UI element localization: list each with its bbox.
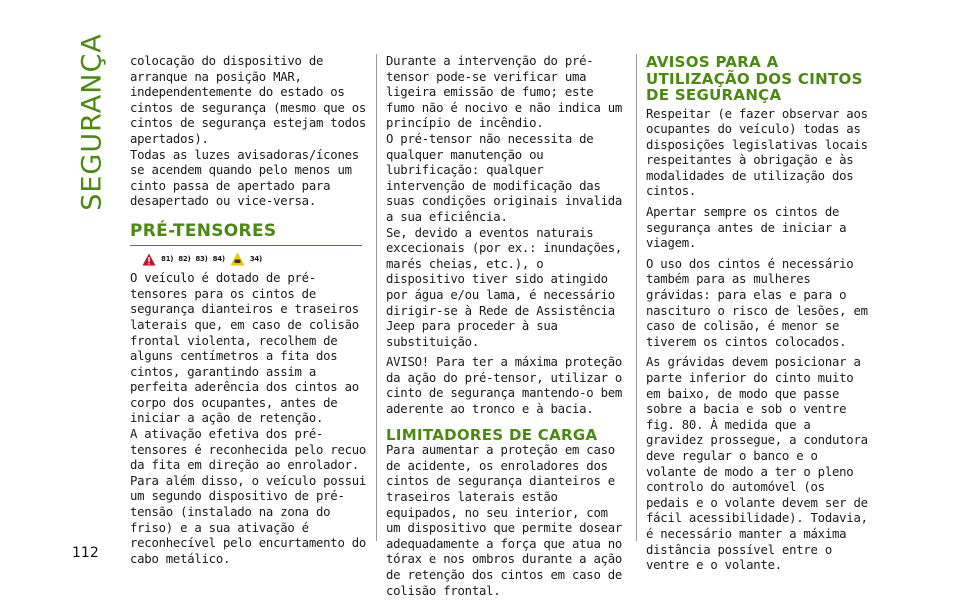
paragraph: Se, devido a eventos naturais excecionais (por ex.: inundações, marés cheias, etc.), o dispositivo tiver sido atingido por água e/ou lama, é necessário dirigir-se à Rede de Assistência Jeep para proceder à sua substituição. (386, 225, 623, 349)
column-divider (636, 54, 637, 541)
chapter-side-title-text: SEGURANÇA (76, 33, 108, 211)
paragraph: A ativação efetiva dos pré-tensores é reconhecida pelo recuo da fita em direção ao enrolador. (130, 427, 367, 473)
paragraph: O uso dos cintos é necessário também para as mulheres grávidas: para elas e para o nascituro o risco de lesões, em caso de colisão, é menor se tiverem os cintos colocados. (646, 256, 868, 349)
paragraph: As grávidas devem posicionar a parte inferior do cinto muito em baixo, de modo que passe sobre a bacia e sob o ventre fig. 80. À medida que a gravidez prossegue, a condutora deve regular o banco e o volante de modo a ter o pleno controlo do automóvel (os pedais e o volante devem ser de fácil acessibilidade). Todavia, é necessário manter a máxima distância possível entre o ventre e o volante. (646, 355, 868, 573)
paragraph: Todas as luzes avisadoras/ícones se acendem quando pelo menos um cinto passa de apertado para desapertado ou vice-versa. (130, 147, 359, 209)
caution-warning-icon (230, 252, 245, 266)
chapter-side-title (68, 33, 116, 211)
column-3 (646, 54, 874, 574)
warning-ref: 81) (161, 254, 174, 263)
paragraph: colocação do dispositivo de arranque na posição MAR, independentemente do estado os cintos de segurança (mesmo que os cintos de segurança estejam todos apertados). (130, 54, 367, 146)
paragraph: Para aumentar a proteção em caso de acidente, os enroladores dos cintos de segurança dianteiros e traseiros laterais estão equipados, no seu interior, com um dispositivo que permite dosear adequadamente a força que atua no tórax e nos ombros durante a ação de retenção dos cintos em caso de colisão frontal. (386, 443, 623, 598)
column-2 (386, 54, 624, 599)
column-divider (376, 54, 377, 541)
paragraph: Respeitar (e fazer observar aos ocupantes do veículo) todas as disposições legislativas locais respeitantes à obrigação e às modalidades de utilização dos cintos. (646, 106, 868, 199)
section-title-limitadores: LIMITADORES DE CARGA (386, 425, 598, 444)
warning-ref: 84) (212, 254, 225, 263)
paragraph: O veículo é dotado de pré-tensores para os cintos de segurança dianteiros e traseiros laterais que, em caso de colisão frontal violenta, recolhem de alguns centímetros a fita dos cintos, garantindo assim a perfeita aderência dos cintos ao corpo dos ocupantes, antes de iniciar a ação de retenção. (130, 271, 359, 426)
paragraph: O pré-tensor não necessita de qualquer manutenção ou lubrificação: qualquer intervenção de modificação das suas condições originais invalida a sua eficiência. (386, 131, 623, 224)
column-1 (130, 54, 368, 567)
page-number: 112 (72, 545, 99, 561)
warning-references (142, 252, 368, 268)
caution-ref: 34) (249, 254, 263, 263)
warning-ref: 83) (195, 254, 208, 263)
paragraph: Durante a intervenção do pré-tensor pode-se verificar uma ligeira emissão de fumo; este fumo não é nocivo e não indica um princípio de incêndio. (386, 54, 623, 131)
warning-paragraph: AVISO! Para ter a máxima proteção da ação do pré-tensor, utilizar o cinto de segurança mantendo-o bem aderente ao tronco e à bacia. (386, 355, 623, 417)
warning-ref: 82) (178, 254, 191, 263)
danger-warning-icon (142, 253, 156, 266)
paragraph: Para além disso, o veículo possui um segundo dispositivo de pré-tensão (instalado na zona do friso) e a sua ativação é reconhecível pelo encurtamento do cabo metálico. (130, 473, 367, 566)
section-title-pre-tensores: PRÉ-TENSORES (130, 224, 362, 246)
section-title-avisos: AVISOS PARA A UTILIZAÇÃO DOS CINTOS DE SEGURANÇA (646, 53, 863, 104)
paragraph: Apertar sempre os cintos de segurança antes de iniciar a viagem. (646, 205, 847, 251)
